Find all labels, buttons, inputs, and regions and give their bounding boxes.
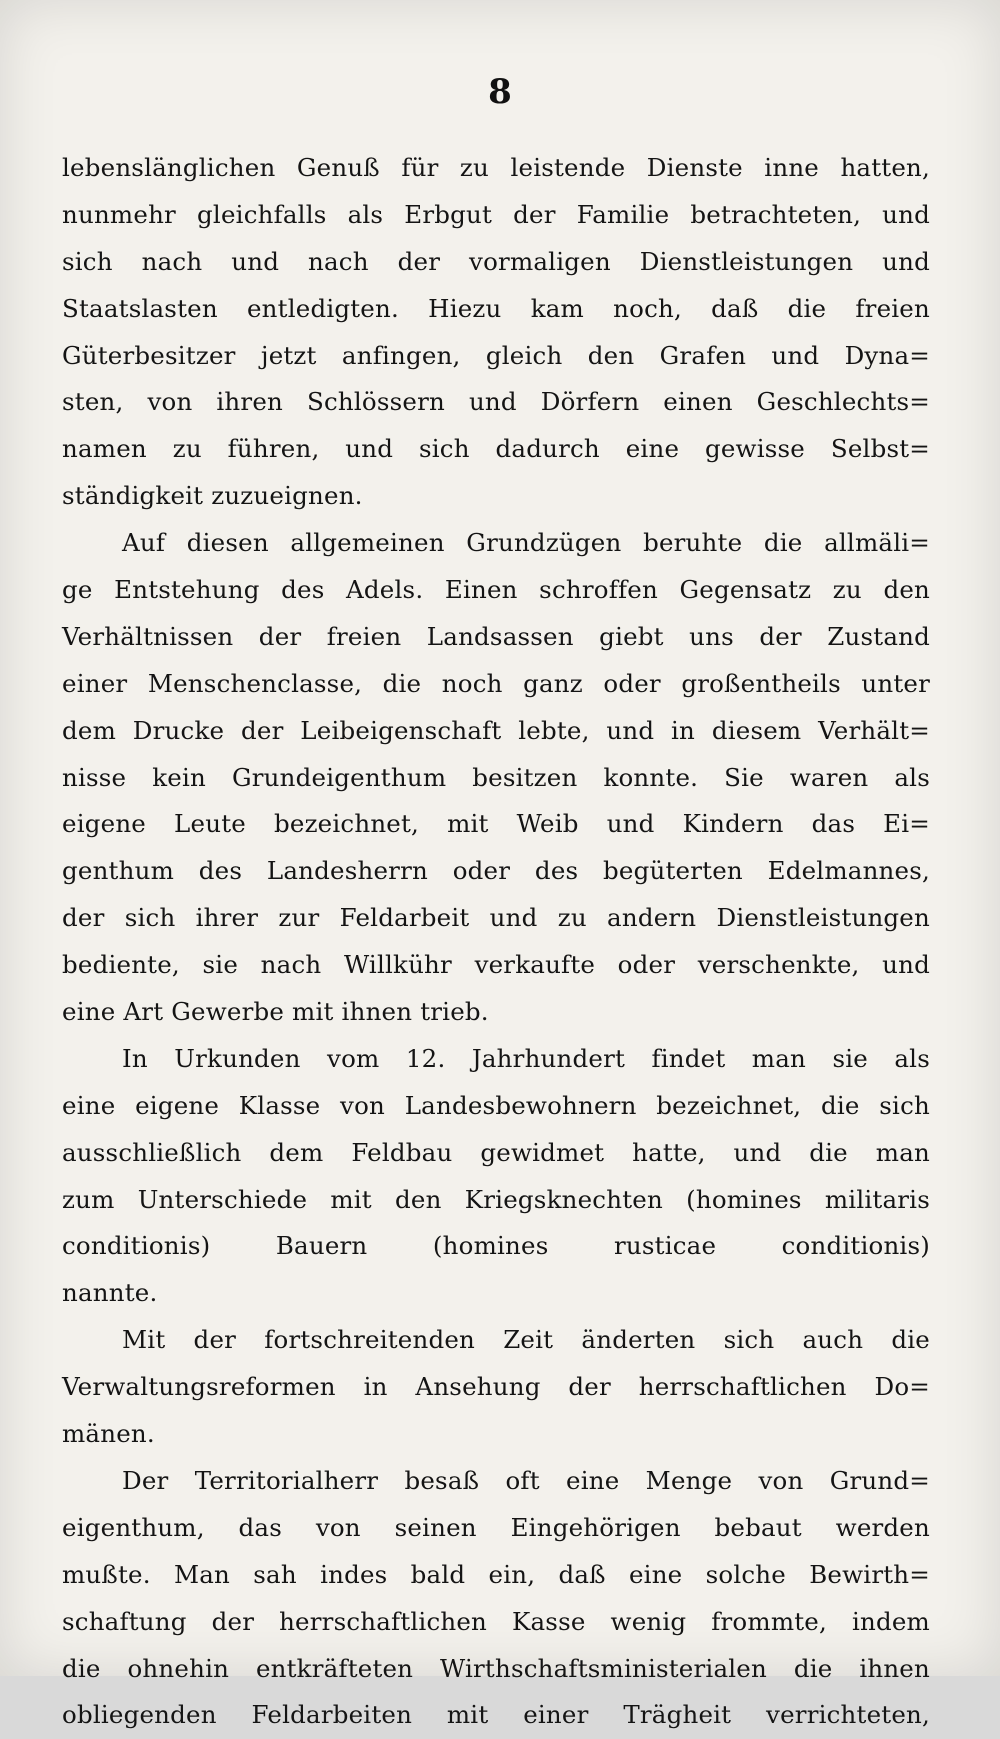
text-line: Auf diesen allgemeinen Grundzügen beruhte die allmäli= [122,528,930,558]
text-line: sten, von ihren Schlössern und Dörfern einen Geschlechts= [62,387,930,417]
text-line: conditionis) Bauern (homines rusticae conditionis) [62,1231,930,1261]
text-line: Verhältnissen der freien Landsassen giebt uns der Zustand [62,621,930,651]
text-line: Güterbesitzer jetzt anfingen, gleich den Grafen und Dyna= [62,340,930,370]
text-line: dem Drucke der Leibeigenschaft lebte, und in diesem Verhält= [62,715,930,745]
text-line: eigene Leute bezeichnet, mit Weib und Kindern das Ei= [62,809,930,839]
text-line: einer Menschenclasse, die noch ganz oder großentheils unter [62,668,930,698]
text-line: ge Entstehung des Adels. Einen schroffen Gegensatz zu den [62,575,930,605]
text-line: nisse kein Grundeigenthum besitzen konnte. Sie waren als [62,762,930,792]
text-line: ständigkeit zuzueignen. [62,481,363,511]
text-line: genthum des Landesherrn oder des begüterten Edelmannes, [62,856,930,886]
text-line: eine eigene Klasse von Landesbewohnern bezeichnet, die sich [62,1090,930,1120]
text-line: eine Art Gewerbe mit ihnen trieb. [62,997,489,1027]
text-line: lebenslänglichen Genuß für zu leistende Dienste inne hatten, [62,153,930,182]
text-line: der sich ihrer zur Feldarbeit und zu andern Dienstleistungen [62,903,930,933]
text-line: sich nach und nach der vormaligen Dienstleistungen und [62,246,930,276]
text-line: namen zu führen, und sich dadurch eine gewisse Selbst= [62,434,930,464]
text-line: mußte. Man sah indes bald ein, daß eine solche Bewirth= [62,1559,930,1589]
text-line: Verwaltungsreformen in Ansehung der herrschaftlichen Do= [62,1372,930,1402]
text-line: obliegenden Feldarbeiten mit einer Trägheit verrichteten, [62,1700,930,1730]
text-line: zum Unterschiede mit den Kriegsknechten (homines militaris [62,1184,930,1214]
text-line: ausschließlich dem Feldbau gewidmet hatte, und die man [62,1137,930,1167]
body-text [62,145,930,1739]
text-line: schaftung der herrschaftlichen Kasse wenig frommte, indem [62,1606,930,1636]
page-number: 8 [488,72,512,112]
text-line: die ohnehin entkräfteten Wirthschaftsministerialen die ihnen [62,1653,930,1683]
text-line: eigenthum, das von seinen Eingehörigen bebaut werden [62,1512,930,1542]
text-line: nunmehr gleichfalls als Erbgut der Familie betrachteten, und [62,199,930,229]
text-line: nannte. [62,1278,158,1308]
text-line: In Urkunden vom 12. Jahrhundert findet man sie als [122,1043,930,1073]
text-line: Mit der fortschreitenden Zeit änderten sich auch die [122,1325,930,1355]
text-line: mänen. [62,1419,155,1449]
text-line: bediente, sie nach Willkühr verkaufte oder verschenkte, und [62,950,930,980]
text-line: Der Territorialherr besaß oft eine Menge von Grund= [122,1465,930,1495]
text-line: Staatslasten entledigten. Hiezu kam noch, daß die freien [62,293,930,323]
